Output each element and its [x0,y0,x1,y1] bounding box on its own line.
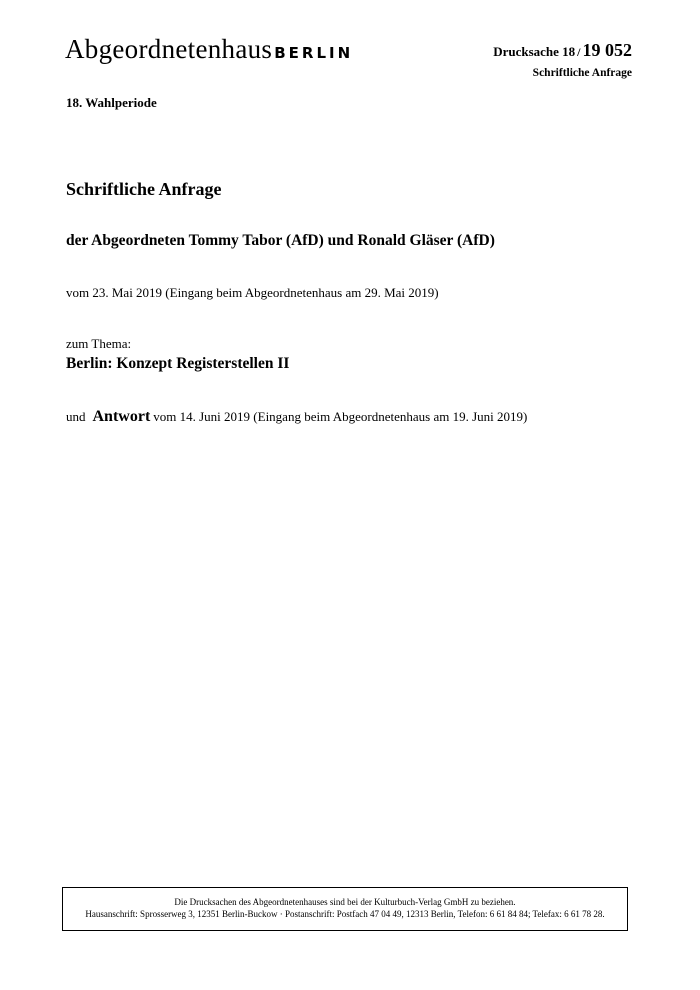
footer-box [62,887,628,931]
header-document-type: Schriftliche Anfrage [532,67,632,79]
drucksache-reference [493,41,632,60]
institution-logo [65,36,353,63]
answer-prefix: und [66,409,86,424]
topic-label: zum Thema: [66,336,132,351]
document-type-heading: Schriftliche Anfrage [66,179,222,199]
authors-line: der Abgeordneten Tommy Tabor (AfD) und Ronald Gläser (AfD) [66,232,495,249]
footer-line-distribution: Die Drucksachen des Abgeordnetenhauses sind bei der Kulturbuch-Verlag GmbH zu beziehen. [174,897,516,907]
submission-dates: vom 23. Mai 2019 (Eingang beim Abgeordnetenhaus am 29. Mai 2019) [66,285,439,300]
legislative-period: 18. Wahlperiode [66,95,157,110]
answer-line [66,408,527,426]
answer-word: Antwort [92,408,151,425]
drucksache-separator: / [577,45,581,59]
footer-line-address: Hausanschrift: Sprosserweg 3, 12351 Berlin-Buckow · Postanschrift: Postfach 47 04 49, 12313 Berlin, Telefon: 6 61 84 84; Telefax: 6 61 78 28. [85,909,605,919]
logo-city-name: BERLIN [274,44,354,62]
drucksache-label: Drucksache 18 [493,44,576,59]
drucksache-number: 19 052 [582,40,632,60]
logo-institution-name: Abgeordnetenhaus [65,34,273,64]
answer-dates: vom 14. Juni 2019 (Eingang beim Abgeordnetenhaus am 19. Juni 2019) [153,409,528,424]
topic-title: Berlin: Konzept Registerstellen II [66,355,290,372]
